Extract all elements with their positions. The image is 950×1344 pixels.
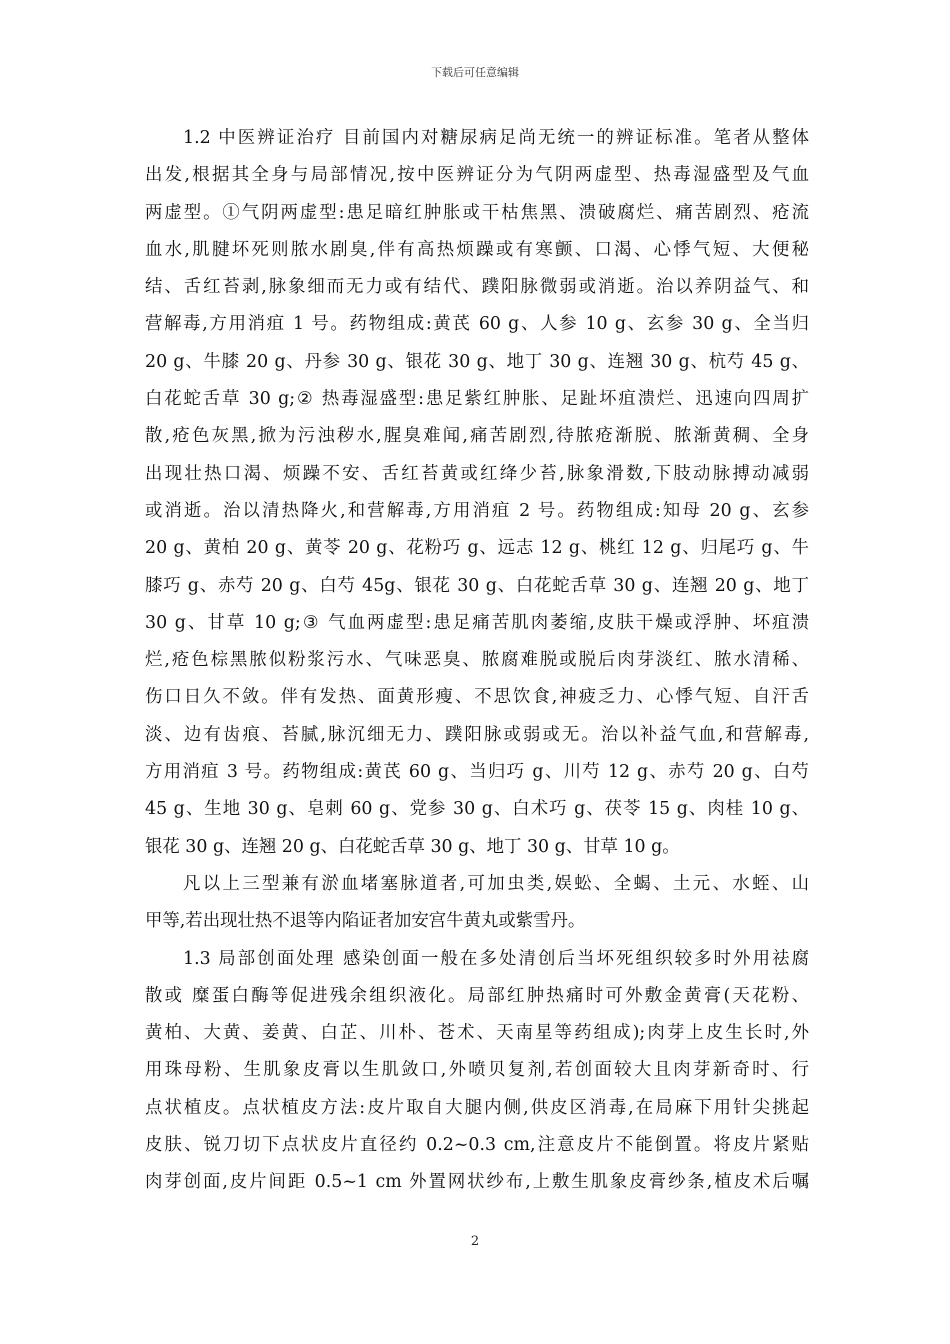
- text-line: 伤口日久不敛。伴有发热、面黄形瘦、不思饮食,神疲乏力、心悸气短、自汗舌: [145, 687, 809, 708]
- text-line: 烂,疮色棕黑脓似粉浆污水、气味恶臭、脓腐难脱或脱后肉芽淡红、脓水清稀、: [145, 650, 809, 671]
- text-line: 散或 糜蛋白酶等促进残余组织液化。局部红肿热痛时可外敷金黄膏(天花粉、: [145, 985, 809, 1006]
- text-line: 血水,肌腱坏死则脓水剧臭,伴有高热烦躁或有寒颤、口渴、心悸气短、大便秘: [145, 239, 809, 260]
- text-line: 出现壮热口渴、烦躁不安、舌红苔黄或红绛少苔,脉象滑数,下肢动脉搏动减弱: [145, 463, 809, 484]
- document-body: [145, 120, 809, 1202]
- text-line: 20 g、牛膝 20 g、丹参 30 g、银花 30 g、地丁 30 g、连翘 30 g、杭芍 45 g、: [145, 351, 809, 372]
- text-line: 银花 30 g、连翘 20 g、白花蛇舌草 30 g、地丁 30 g、甘草 10 g。: [145, 836, 680, 857]
- text-line: 结、舌红苔剥,脉象细而无力或有结代、蹼阳脉微弱或消逝。治以养阴益气、和: [145, 277, 809, 298]
- paragraph-blood-stasis: [145, 866, 809, 941]
- text-line: 皮肤、锐刀切下点状皮片直径约 0.2~0.3 cm,注意皮片不能倒置。将皮片紧贴: [145, 1135, 809, 1156]
- text-line: 30 g、甘草 10 g;③ 气血两虚型:患足痛苦肌肉萎缩,皮肤干燥或浮肿、坏疽溃: [145, 612, 809, 633]
- page-header-note: 下载后可任意编辑: [431, 66, 519, 79]
- paragraph-tcm-treatment: [145, 120, 809, 866]
- text-line: 淡、边有齿痕、苔腻,脉沉细无力、蹼阳脉或弱或无。治以补益气血,和营解毒,: [145, 724, 809, 745]
- text-line: 或消逝。治以清热降火,和营解毒,方用消疽 2 号。药物组成:知母 20 g、玄参: [145, 500, 809, 521]
- text-line: 黄柏、大黄、姜黄、白芷、川朴、苍术、天南星等药组成);肉芽上皮生长时,外: [145, 1023, 809, 1044]
- page-number: 2: [470, 1234, 480, 1249]
- text-line: 肉芽创面,皮片间距 0.5~1 cm 外置网状纱布,上敷生肌象皮膏纱条,植皮术后嘱: [145, 1172, 809, 1193]
- text-line: 甲等,若出现壮热不退等内陷证者加安宫牛黄丸或紫雪丹。: [145, 911, 586, 932]
- text-line: 凡以上三型兼有淤血堵塞脉道者,可加虫类,娱蚣、全蝎、土元、水蛭、山: [183, 873, 809, 894]
- text-line: 1.3 局部创面处理 感染创面一般在多处清创后当坏死组织较多时外用祛腐: [183, 948, 809, 969]
- text-line: 散,疮色灰黑,掀为污浊秽水,腥臭难闻,痛苦剧烈,待脓疮渐脱、脓渐黄稠、全身: [145, 426, 809, 447]
- text-line: 1.2 中医辨证治疗 目前国内对糖尿病足尚无统一的辨证标准。笔者从整体: [183, 128, 809, 148]
- text-line: 出发,根据其全身与局部情况,按中医辨证分为气阴两虚型、热毒湿盛型及气血: [145, 165, 809, 186]
- text-line: 白花蛇舌草 30 g;② 热毒湿盛型:患足紫红肿胀、足趾坏疽溃烂、迅速向四周扩: [145, 389, 809, 410]
- paragraph-wound-care: [145, 941, 809, 1202]
- text-line: 点状植皮。点状植皮方法:皮片取自大腿内侧,供皮区消毒,在局麻下用针尖挑起: [145, 1097, 809, 1118]
- text-line: 45 g、生地 30 g、皂刺 60 g、党参 30 g、白术巧 g、茯苓 15 g、肉桂 10 g、: [145, 799, 809, 820]
- text-line: 20 g、黄柏 20 g、黄苓 20 g、花粉巧 g、远志 12 g、桃红 12 g、归尾巧 g、牛: [145, 538, 809, 559]
- text-line: 营解毒,方用消疽 1 号。药物组成:黄芪 60 g、人参 10 g、玄参 30 g、全当归: [145, 314, 809, 335]
- text-line: 两虚型。①气阴两虚型:患足暗红肿胀或干枯焦黑、溃破腐烂、痛苦剧烈、疮流: [145, 202, 809, 223]
- text-line: 膝巧 g、赤芍 20 g、白芍 45g、银花 30 g、白花蛇舌草 30 g、连翘 20 g、地丁: [145, 575, 809, 596]
- text-line: 方用消疽 3 号。药物组成:黄芪 60 g、当归巧 g、川芍 12 g、赤芍 20 g、白芍: [145, 762, 809, 783]
- text-line: 用珠母粉、生肌象皮膏以生肌敛口,外喷贝复剂,若创面较大且肉芽新奇时、行: [145, 1060, 809, 1081]
